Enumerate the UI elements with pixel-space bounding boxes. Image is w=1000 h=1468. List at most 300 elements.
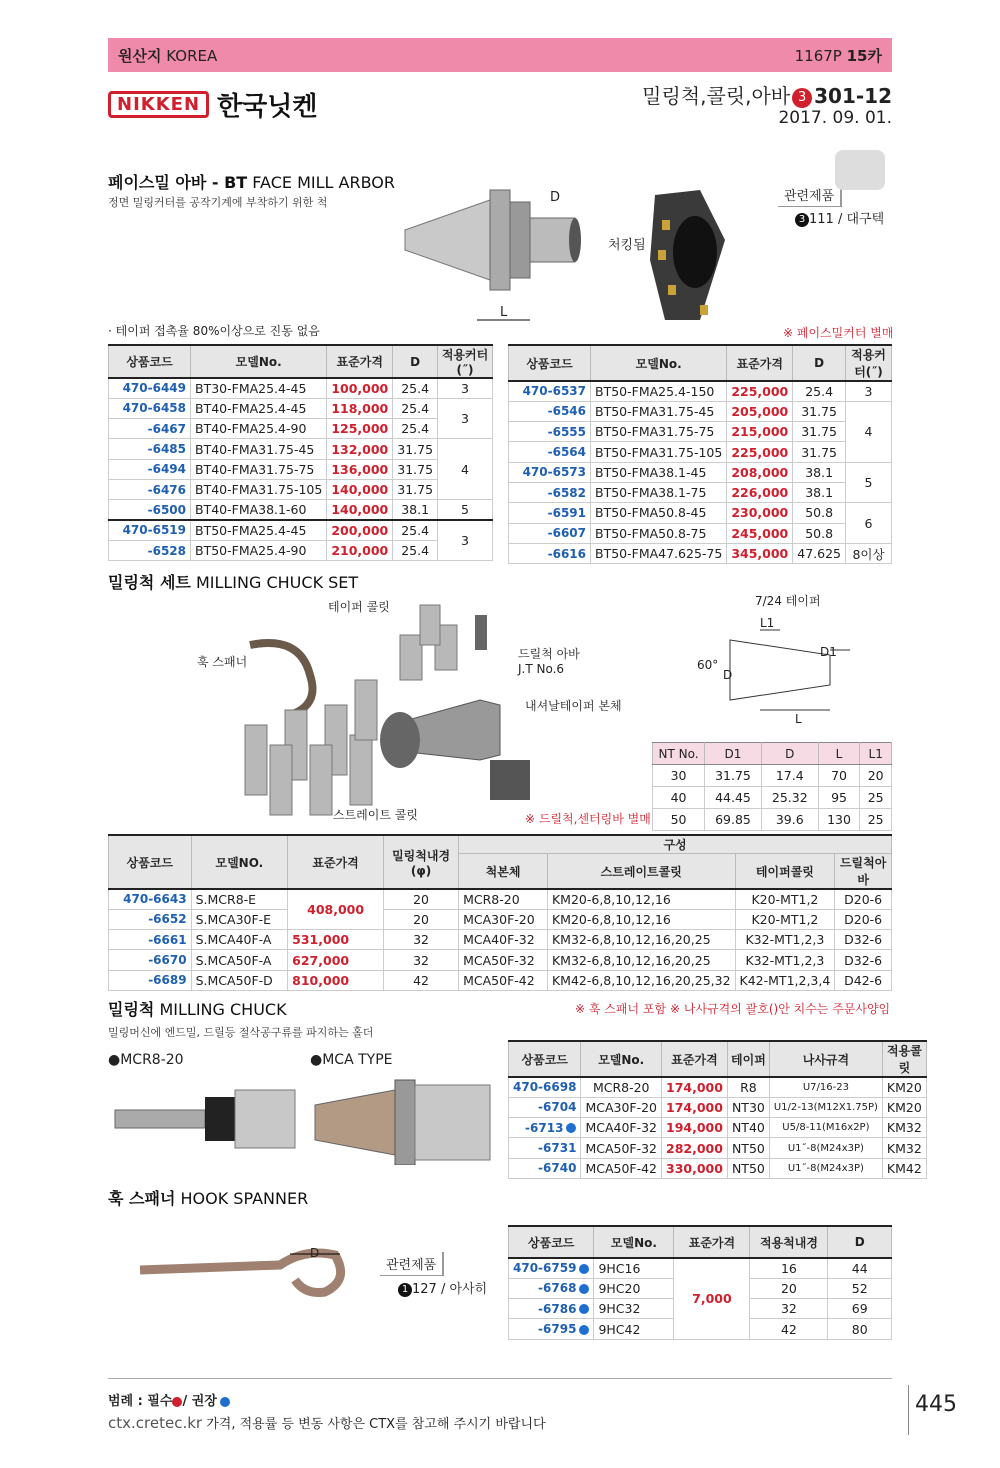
product-code: -6795 bbox=[509, 1319, 594, 1339]
lbl-taper-collet: 테이퍼 콜릿 bbox=[328, 600, 390, 614]
product-code: -6582 bbox=[509, 482, 591, 502]
footer-notice: 가격, 적용률 등 변동 사항은 CTX를 참고해 주시기 바랍니다 bbox=[206, 1417, 546, 1432]
product-code: 470-6458 bbox=[109, 398, 191, 418]
nt-cell: 39.6 bbox=[761, 809, 818, 831]
footer-site[interactable]: ctx.cretec.kr bbox=[108, 1414, 203, 1432]
cutter-size: 4 bbox=[438, 439, 493, 500]
component: K20-MT1,2 bbox=[735, 909, 835, 929]
thread: U7/16-23 bbox=[769, 1077, 882, 1097]
component: MCA40F-32 bbox=[459, 930, 548, 950]
hook-illustration bbox=[130, 1240, 360, 1300]
model-no: 9HC16 bbox=[594, 1258, 674, 1278]
cs-col-model: 모델NO. bbox=[191, 835, 288, 889]
cs-sub-drill: 드릴척아바 bbox=[835, 854, 892, 890]
required-dot-icon bbox=[172, 1397, 182, 1407]
related-badge-1: 3 bbox=[795, 213, 809, 227]
related-text-1: 111 / 대구텍 bbox=[809, 212, 885, 227]
thread: U1˝-8(M24x3P) bbox=[769, 1138, 882, 1158]
footer-legend bbox=[108, 1390, 546, 1409]
nt-cell: 69.85 bbox=[705, 809, 762, 831]
category-code: 301-12 bbox=[814, 84, 892, 108]
model-no: MCA50F-32 bbox=[581, 1138, 662, 1158]
product-code: -6786 bbox=[509, 1299, 594, 1319]
nt-table bbox=[652, 742, 892, 831]
product-code: -6768 bbox=[509, 1278, 594, 1298]
page-ref: 1167P bbox=[794, 46, 842, 65]
price: 7,000 bbox=[674, 1258, 750, 1339]
price: 200,000 bbox=[327, 520, 393, 540]
mc-col-taper: 테이퍼 bbox=[727, 1041, 769, 1077]
nt-cell: 17.4 bbox=[761, 765, 818, 787]
table-row bbox=[509, 462, 892, 482]
d-value: 38.1 bbox=[393, 500, 438, 520]
face-mill-note-right: ※ 페이스밀커터 별매 bbox=[783, 326, 894, 340]
table-row bbox=[109, 500, 493, 520]
price: 140,000 bbox=[327, 500, 393, 520]
related-link-1[interactable] bbox=[795, 208, 884, 227]
mc-desc: 밀링머신에 엔드밀, 드릴등 절삭공구류를 파지하는 홀더 bbox=[108, 1026, 374, 1039]
hook-title-en: HOOK SPANNER bbox=[180, 1189, 309, 1208]
table-row bbox=[109, 479, 493, 499]
mc-note: ※ 훅 스패너 포함 bbox=[575, 1002, 667, 1016]
lbl-body: 내셔날테이퍼 본체 bbox=[525, 699, 622, 713]
model-no: BT50-FMA47.625-75 bbox=[591, 543, 727, 563]
table-row bbox=[509, 442, 892, 462]
table-row bbox=[509, 1138, 927, 1158]
table-row bbox=[509, 1097, 927, 1117]
table-row bbox=[109, 540, 493, 560]
label-l: L bbox=[500, 305, 508, 320]
product-code: -6546 bbox=[509, 401, 591, 421]
product-code: -6607 bbox=[509, 523, 591, 543]
taper: NT40 bbox=[727, 1118, 769, 1138]
cutter-size: 3 bbox=[846, 381, 892, 401]
bore: 32 bbox=[384, 930, 459, 950]
chuck-set-illustration bbox=[190, 595, 570, 835]
recommended-dot-icon bbox=[579, 1264, 589, 1274]
face-mill-illustration bbox=[400, 180, 730, 330]
model-no: BT40-FMA25.4-45 bbox=[191, 398, 327, 418]
model-no: BT50-FMA31.75-75 bbox=[591, 422, 727, 442]
component: KM20-6,8,10,12,16 bbox=[547, 909, 735, 929]
product-code: -6740 bbox=[509, 1158, 581, 1178]
face-mill-title bbox=[108, 170, 395, 193]
price: 531,000 bbox=[288, 930, 384, 950]
mc-note2: ※ 나사규격의 괄호()안 치수는 주문사양임 bbox=[670, 1002, 891, 1016]
page-number: 445 bbox=[908, 1385, 957, 1435]
face-mill-note-left: · 테이퍼 접촉율 80%이상으로 진동 없음 bbox=[108, 324, 320, 338]
model-no: BT40-FMA31.75-45 bbox=[191, 439, 327, 459]
nt-cell: 30 bbox=[653, 765, 705, 787]
d-value: 25.4 bbox=[393, 378, 438, 398]
price: 210,000 bbox=[327, 540, 393, 560]
mc-col-thread: 나사규격 bbox=[769, 1041, 882, 1077]
model-no: BT40-FMA25.4-90 bbox=[191, 419, 327, 439]
hook-table bbox=[508, 1225, 892, 1340]
model-no: 9HC42 bbox=[594, 1319, 674, 1339]
nt-cell: 25 bbox=[860, 809, 892, 831]
bore: 20 bbox=[750, 1278, 828, 1298]
nt-col-l1: L1 bbox=[860, 743, 892, 765]
cutter-size: 3 bbox=[438, 398, 493, 439]
d-value: 25.4 bbox=[393, 419, 438, 439]
hk-col-price: 표준가격 bbox=[674, 1226, 750, 1258]
taper: NT50 bbox=[727, 1138, 769, 1158]
bore: 16 bbox=[750, 1258, 828, 1278]
d-value: 25.4 bbox=[393, 520, 438, 540]
price: 174,000 bbox=[662, 1097, 728, 1117]
table-row bbox=[653, 787, 892, 809]
component: KM42-6,8,10,12,16,20,25,32 bbox=[547, 970, 735, 990]
nt-cell: 50 bbox=[653, 809, 705, 831]
recommended-dot-icon bbox=[579, 1304, 589, 1314]
col-model: 모델No. bbox=[591, 345, 727, 381]
d-value: 44 bbox=[828, 1258, 892, 1278]
nt-col-no: NT No. bbox=[653, 743, 705, 765]
table-row bbox=[109, 378, 493, 398]
page-ref-suffix: 15카 bbox=[846, 46, 882, 65]
brand-name: 한국닛켄 bbox=[217, 92, 318, 122]
table-row bbox=[109, 459, 493, 479]
cutter-size: 4 bbox=[846, 401, 892, 462]
col-cutter: 적용커터(˝) bbox=[438, 345, 493, 378]
component: D32-6 bbox=[835, 950, 892, 970]
d-value: 25.4 bbox=[393, 398, 438, 418]
product-code: -6555 bbox=[509, 422, 591, 442]
nikken-logo: NIKKEN bbox=[108, 91, 209, 118]
chuck-set-title-en: MILLING CHUCK SET bbox=[195, 573, 359, 592]
face-mill-title-ko: 페이스밀 아바 - BT bbox=[108, 173, 248, 192]
hk-col-model: 모델No. bbox=[594, 1226, 674, 1258]
price: 118,000 bbox=[327, 398, 393, 418]
related-box-1: 관련제품 bbox=[778, 183, 842, 207]
d-value: 31.75 bbox=[793, 401, 846, 421]
product-code: -6467 bbox=[109, 419, 191, 439]
model-no: BT30-FMA25.4-45 bbox=[191, 378, 327, 398]
hk-col-d: D bbox=[828, 1226, 892, 1258]
bore: 32 bbox=[750, 1299, 828, 1319]
model-no: BT50-FMA50.8-75 bbox=[591, 523, 727, 543]
nt-cell: 44.45 bbox=[705, 787, 762, 809]
lbl-jt: J.T No.6 bbox=[518, 662, 565, 676]
product-code: -6670 bbox=[109, 950, 192, 970]
category-badge: 3 bbox=[792, 88, 812, 108]
table-row bbox=[509, 543, 892, 563]
cutter-size: 5 bbox=[438, 500, 493, 520]
product-code: -6652 bbox=[109, 909, 192, 929]
d-value: 38.1 bbox=[793, 482, 846, 502]
product-code: 470-6759 bbox=[509, 1258, 594, 1278]
face-mill-table-left bbox=[108, 344, 493, 561]
table-row bbox=[509, 381, 892, 401]
table-row bbox=[653, 765, 892, 787]
cs-col-bore: 밀링척내경(φ) bbox=[384, 835, 459, 889]
hook-title-ko: 훅 스패너 bbox=[108, 1189, 176, 1208]
hook-title bbox=[108, 1186, 308, 1209]
table-row bbox=[509, 422, 892, 442]
related-link-2[interactable] bbox=[398, 1278, 487, 1297]
lbl-hook: 훅 스패너 bbox=[197, 655, 248, 669]
d-l1: L1 bbox=[760, 616, 775, 630]
origin-bar bbox=[108, 38, 892, 72]
product-code: -6528 bbox=[109, 540, 191, 560]
component: KM32-6,8,10,12,16,20,25 bbox=[547, 950, 735, 970]
table-row bbox=[109, 909, 892, 929]
d-value: 31.75 bbox=[393, 459, 438, 479]
taper: R8 bbox=[727, 1077, 769, 1097]
mc-col-price: 표준가격 bbox=[662, 1041, 728, 1077]
milling-chuck-title bbox=[108, 997, 287, 1020]
model-no: BT40-FMA31.75-105 bbox=[191, 479, 327, 499]
lbl-drill: 드릴척 아바 bbox=[518, 647, 580, 661]
model-no: 9HC32 bbox=[594, 1299, 674, 1319]
cutter-size: 5 bbox=[846, 462, 892, 503]
component: D42-6 bbox=[835, 970, 892, 990]
related-badge-2: 1 bbox=[398, 1283, 412, 1297]
related-text-2: 127 / 아사히 bbox=[412, 1282, 488, 1297]
price: 208,000 bbox=[727, 462, 793, 482]
product-code: 470-6449 bbox=[109, 378, 191, 398]
recommended-dot-icon bbox=[566, 1123, 576, 1133]
model-no: BT40-FMA38.1-60 bbox=[191, 500, 327, 520]
product-code: -6500 bbox=[109, 500, 191, 520]
bore: 20 bbox=[384, 909, 459, 929]
bore: 42 bbox=[750, 1319, 828, 1339]
d-l: L bbox=[795, 712, 802, 726]
d-value: 69 bbox=[828, 1299, 892, 1319]
table-row bbox=[109, 970, 892, 990]
product-code: -6591 bbox=[509, 503, 591, 523]
footer-divider bbox=[108, 1378, 892, 1379]
price: 100,000 bbox=[327, 378, 393, 398]
thread: U1/2-13(M12X1.75P) bbox=[769, 1097, 882, 1117]
product-code: -6494 bbox=[109, 459, 191, 479]
nt-cell: 25.32 bbox=[761, 787, 818, 809]
model-no: MCA30F-20 bbox=[581, 1097, 662, 1117]
mc-table bbox=[508, 1040, 927, 1179]
model-no: BT50-FMA50.8-45 bbox=[591, 503, 727, 523]
cs-sub-straight: 스트레이트콜릿 bbox=[547, 854, 735, 890]
product-code: -6713 bbox=[509, 1118, 581, 1138]
model-no: S.MCA50F-A bbox=[191, 950, 288, 970]
origin-label: 원산지 bbox=[118, 46, 162, 65]
product-code: -6616 bbox=[509, 543, 591, 563]
col-d: D bbox=[393, 345, 438, 378]
table-row bbox=[109, 419, 493, 439]
price: 627,000 bbox=[288, 950, 384, 970]
col-price: 표준가격 bbox=[327, 345, 393, 378]
mc-col-model: 모델No. bbox=[581, 1041, 662, 1077]
table-row bbox=[109, 439, 493, 459]
recommended-dot-icon bbox=[220, 1397, 230, 1407]
table-row bbox=[109, 889, 892, 909]
model-no: BT50-FMA25.4-150 bbox=[591, 381, 727, 401]
product-code: -6661 bbox=[109, 930, 192, 950]
thread: U1˝-8(M24x3P) bbox=[769, 1158, 882, 1178]
lbl-straight: 스트레이트 콜릿 bbox=[333, 808, 418, 822]
price: 205,000 bbox=[727, 401, 793, 421]
collet: KM20 bbox=[882, 1077, 926, 1097]
model-no: MCA50F-42 bbox=[581, 1158, 662, 1178]
product-code: 470-6537 bbox=[509, 381, 591, 401]
collet: KM32 bbox=[882, 1138, 926, 1158]
mc-col-code: 상품코드 bbox=[509, 1041, 581, 1077]
hk-col-code: 상품코드 bbox=[509, 1226, 594, 1258]
model-no: BT40-FMA31.75-75 bbox=[191, 459, 327, 479]
component: KM32-6,8,10,12,16,20,25 bbox=[547, 930, 735, 950]
price: 408,000 bbox=[288, 889, 384, 930]
d-60: 60° bbox=[697, 658, 719, 672]
model-no: MCA40F-32 bbox=[581, 1118, 662, 1138]
mc-type2: ●MCA TYPE bbox=[310, 1052, 393, 1068]
origin-text: KOREA bbox=[166, 46, 218, 65]
d-value: 31.75 bbox=[393, 479, 438, 499]
hk-col-bore: 적용척내경 bbox=[750, 1226, 828, 1258]
table-row bbox=[509, 1077, 927, 1097]
component: KM20-6,8,10,12,16 bbox=[547, 889, 735, 909]
d-value: 50.8 bbox=[793, 523, 846, 543]
price: 245,000 bbox=[727, 523, 793, 543]
cutter-size: 6 bbox=[846, 503, 892, 544]
d-d1: D1 bbox=[820, 645, 837, 659]
d-value: 80 bbox=[828, 1319, 892, 1339]
product-code: 470-6519 bbox=[109, 520, 191, 540]
taper: NT50 bbox=[727, 1158, 769, 1178]
issue-date: 2017. 09. 01. bbox=[778, 108, 892, 128]
product-code: -6564 bbox=[509, 442, 591, 462]
product-code: 470-6573 bbox=[509, 462, 591, 482]
product-code: -6731 bbox=[509, 1138, 581, 1158]
related-product-image bbox=[835, 150, 885, 190]
table-row bbox=[509, 523, 892, 543]
product-code: 470-6643 bbox=[109, 889, 192, 909]
product-code: -6704 bbox=[509, 1097, 581, 1117]
legend-recommended: / 권장 bbox=[182, 1394, 217, 1409]
bore: 42 bbox=[384, 970, 459, 990]
recommended-dot-icon bbox=[579, 1284, 589, 1294]
table-row bbox=[509, 503, 892, 523]
price: 330,000 bbox=[662, 1158, 728, 1178]
component: D20-6 bbox=[835, 889, 892, 909]
price: 810,000 bbox=[288, 970, 384, 990]
label-chamfer: 처킹됨 bbox=[608, 238, 646, 253]
face-mill-title-en: FACE MILL ARBOR bbox=[252, 173, 395, 192]
taper-title: 7/24 테이퍼 bbox=[755, 594, 821, 608]
component: MCA50F-42 bbox=[459, 970, 548, 990]
price: 226,000 bbox=[727, 482, 793, 502]
nt-col-d: D bbox=[761, 743, 818, 765]
price: 132,000 bbox=[327, 439, 393, 459]
col-cutter: 적용커터(˝) bbox=[846, 345, 892, 381]
model-no: BT50-FMA31.75-45 bbox=[591, 401, 727, 421]
legend-required: 범례 : 필수 bbox=[108, 1394, 173, 1409]
table-row bbox=[509, 482, 892, 502]
d-value: 25.4 bbox=[793, 381, 846, 401]
nt-cell: 130 bbox=[818, 809, 860, 831]
mc-title-ko: 밀링척 bbox=[108, 1000, 155, 1019]
product-code: -6476 bbox=[109, 479, 191, 499]
cs-col-price: 표준가격 bbox=[288, 835, 384, 889]
component: MCA50F-32 bbox=[459, 950, 548, 970]
mc-col-collet: 적용콜릿 bbox=[882, 1041, 926, 1077]
d-value: 38.1 bbox=[793, 462, 846, 482]
category-title bbox=[642, 80, 892, 109]
d-value: 25.4 bbox=[393, 540, 438, 560]
price: 225,000 bbox=[727, 381, 793, 401]
col-code: 상품코드 bbox=[509, 345, 591, 381]
model-no: S.MCA40F-A bbox=[191, 930, 288, 950]
category-name: 밀링척,콜릿,아바 bbox=[642, 84, 791, 108]
component: K42-MT1,2,3,4 bbox=[735, 970, 835, 990]
collet: KM32 bbox=[882, 1118, 926, 1138]
cutter-size: 8이상 bbox=[846, 543, 892, 563]
model-no: MCR8-20 bbox=[581, 1077, 662, 1097]
table-row bbox=[509, 1158, 927, 1178]
table-row bbox=[653, 809, 892, 831]
model-no: BT50-FMA25.4-45 bbox=[191, 520, 327, 540]
nt-cell: 25 bbox=[860, 787, 892, 809]
model-no: BT50-FMA25.4-90 bbox=[191, 540, 327, 560]
nt-col-d1: D1 bbox=[705, 743, 762, 765]
bore: 32 bbox=[384, 950, 459, 970]
col-d: D bbox=[793, 345, 846, 381]
footer bbox=[108, 1390, 546, 1432]
product-code: -6689 bbox=[109, 970, 192, 990]
col-price: 표준가격 bbox=[727, 345, 793, 381]
col-code: 상품코드 bbox=[109, 345, 191, 378]
component: K32-MT1,2,3 bbox=[735, 930, 835, 950]
mc-illustration bbox=[110, 1075, 500, 1165]
table-row bbox=[109, 950, 892, 970]
price: 194,000 bbox=[662, 1118, 728, 1138]
component: D20-6 bbox=[835, 909, 892, 929]
cutter-size: 3 bbox=[438, 520, 493, 561]
product-code: -6485 bbox=[109, 439, 191, 459]
table-row bbox=[109, 930, 892, 950]
face-mill-desc: 정면 밀링커터를 공작기계에 부착하기 위한 척 bbox=[108, 196, 328, 209]
cs-col-composition: 구성 bbox=[459, 835, 892, 854]
recommended-dot-icon bbox=[579, 1325, 589, 1335]
model-no: BT50-FMA31.75-105 bbox=[591, 442, 727, 462]
model-no: S.MCA50F-D bbox=[191, 970, 288, 990]
price: 282,000 bbox=[662, 1138, 728, 1158]
table-row bbox=[509, 1118, 927, 1138]
price: 215,000 bbox=[727, 422, 793, 442]
table-row bbox=[509, 401, 892, 421]
table-row bbox=[509, 1258, 892, 1278]
chuck-set-title-ko: 밀링척 세트 bbox=[108, 573, 191, 592]
d-value: 50.8 bbox=[793, 503, 846, 523]
label-d: D bbox=[550, 190, 561, 205]
collet: KM42 bbox=[882, 1158, 926, 1178]
component: K32-MT1,2,3 bbox=[735, 950, 835, 970]
taper: NT30 bbox=[727, 1097, 769, 1117]
mc-title-en: MILLING CHUCK bbox=[159, 1000, 287, 1019]
product-code: 470-6698 bbox=[509, 1077, 581, 1097]
model-no: S.MCA30F-E bbox=[191, 909, 288, 929]
col-model: 모델No. bbox=[191, 345, 327, 378]
model-no: S.MCR8-E bbox=[191, 889, 288, 909]
table-row bbox=[109, 398, 493, 418]
chuck-set-title bbox=[108, 570, 358, 593]
nt-cell: 95 bbox=[818, 787, 860, 809]
component: K20-MT1,2 bbox=[735, 889, 835, 909]
table-row bbox=[109, 520, 493, 540]
model-no: 9HC20 bbox=[594, 1278, 674, 1298]
model-no: BT50-FMA38.1-75 bbox=[591, 482, 727, 502]
price: 345,000 bbox=[727, 543, 793, 563]
component: MCA30F-20 bbox=[459, 909, 548, 929]
